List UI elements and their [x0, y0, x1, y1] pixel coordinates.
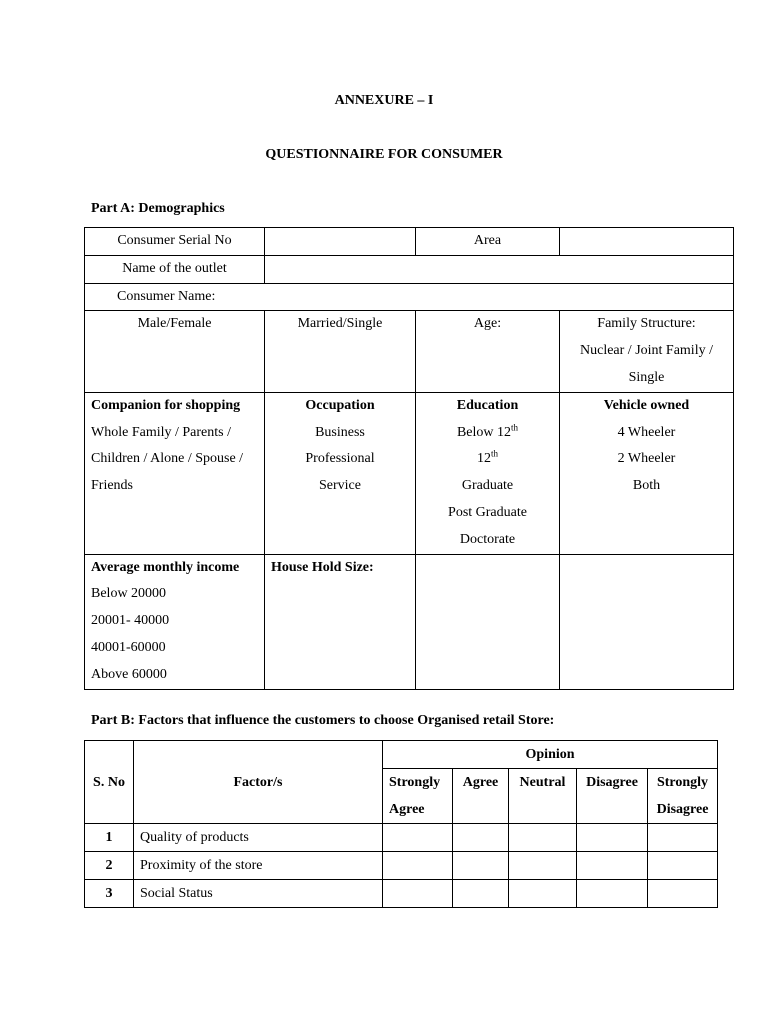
family-structure-line: Family Structure: — [597, 316, 696, 332]
demographics-table — [84, 227, 734, 690]
vehicle-option: 2 Wheeler — [617, 451, 676, 467]
opinion-disagree: Disagree — [577, 769, 648, 824]
serial-row — [85, 228, 734, 256]
row-sno: 2 — [85, 852, 134, 880]
rating-cell[interactable] — [577, 852, 648, 880]
rating-cell[interactable] — [648, 824, 718, 852]
opinion-header: Opinion — [383, 741, 718, 769]
education-option: Below 12th — [456, 421, 519, 440]
income-option: 40001-60000 — [91, 639, 166, 655]
rating-cell[interactable] — [577, 824, 648, 852]
area-label: Area — [416, 228, 560, 256]
factors-header-row — [85, 741, 718, 769]
occupation-option: Service — [319, 478, 361, 494]
outlet-value-field[interactable] — [265, 255, 734, 283]
rating-cell[interactable] — [383, 880, 453, 908]
marital-label: Married/Single — [297, 316, 383, 332]
table-row — [85, 824, 718, 852]
questionnaire-title: QUESTIONNAIRE FOR CONSUMER — [265, 147, 503, 162]
vehicle-option: 4 Wheeler — [617, 424, 676, 440]
empty-cell — [416, 554, 560, 689]
rating-cell[interactable] — [383, 824, 453, 852]
rating-cell[interactable] — [509, 880, 577, 908]
opinion-neutral: Neutral — [509, 769, 577, 824]
consumer-name-label: Consumer Name: — [117, 288, 216, 304]
companion-cell[interactable] — [85, 392, 265, 554]
outlet-label: Name of the outlet — [85, 255, 265, 283]
education-option: Doctorate — [459, 531, 516, 547]
consumer-name-row — [85, 283, 734, 311]
serial-value-field[interactable] — [265, 228, 416, 256]
companion-heading: Companion for shopping — [91, 397, 241, 413]
companion-option: Whole Family / Parents / — [91, 424, 231, 440]
companion-option: Friends — [91, 478, 133, 494]
education-option: Post Graduate — [448, 504, 527, 520]
rating-cell[interactable] — [453, 852, 509, 880]
education-option: 12th — [476, 448, 498, 467]
occupation-cell[interactable] — [265, 392, 416, 554]
table-row — [85, 880, 718, 908]
gender-cell[interactable] — [85, 311, 265, 392]
gender-label: Male/Female — [137, 316, 212, 332]
personal-row — [85, 311, 734, 392]
family-structure-line: Nuclear / Joint Family / — [580, 343, 713, 359]
row-factor: Proximity of the store — [134, 852, 383, 880]
household-size-label: House Hold Size: — [271, 559, 374, 575]
outlet-row — [85, 255, 734, 283]
serial-label: Consumer Serial No — [85, 228, 265, 256]
rating-cell[interactable] — [509, 852, 577, 880]
vehicle-cell[interactable] — [560, 392, 734, 554]
income-option: 20001- 40000 — [91, 613, 170, 629]
occupation-option: Business — [315, 424, 365, 440]
row-sno: 3 — [85, 880, 134, 908]
part-b-heading: Part B: Factors that influence the customers to choose Organised retail Store: — [91, 713, 555, 728]
opinion-agree: Agree — [453, 769, 509, 824]
vehicle-heading: Vehicle owned — [603, 397, 690, 413]
factors-table — [84, 740, 718, 908]
rating-cell[interactable] — [453, 824, 509, 852]
lifestyle-row — [85, 392, 734, 554]
income-option: Above 60000 — [91, 666, 167, 682]
rating-cell[interactable] — [383, 852, 453, 880]
row-sno: 1 — [85, 824, 134, 852]
vehicle-option: Both — [632, 478, 661, 494]
marital-cell[interactable] — [265, 311, 416, 392]
household-size-cell[interactable] — [265, 554, 416, 689]
age-cell[interactable] — [416, 311, 560, 392]
income-row — [85, 554, 734, 689]
family-structure-line: Single — [628, 369, 665, 385]
empty-cell — [560, 554, 734, 689]
opinion-strongly-agree: Strongly Agree — [383, 769, 453, 824]
family-structure-cell[interactable] — [560, 311, 734, 392]
income-option: Below 20000 — [91, 586, 167, 602]
occupation-option: Professional — [305, 451, 375, 467]
rating-cell[interactable] — [509, 824, 577, 852]
factor-header: Factor/s — [134, 741, 383, 824]
companion-option: Children / Alone / Spouse / — [91, 451, 244, 467]
row-factor: Quality of products — [134, 824, 383, 852]
table-row — [85, 852, 718, 880]
rating-cell[interactable] — [453, 880, 509, 908]
education-cell[interactable] — [416, 392, 560, 554]
area-value-field[interactable] — [560, 228, 734, 256]
row-factor: Social Status — [134, 880, 383, 908]
education-heading: Education — [456, 397, 519, 413]
opinion-strongly-disagree: Strongly Disagree — [648, 769, 718, 824]
rating-cell[interactable] — [648, 880, 718, 908]
income-heading: Average monthly income — [91, 559, 240, 575]
annexure-title: ANNEXURE – I — [334, 93, 434, 108]
income-cell[interactable] — [85, 554, 265, 689]
rating-cell[interactable] — [577, 880, 648, 908]
age-label: Age: — [473, 316, 502, 332]
part-a-heading: Part A: Demographics — [91, 201, 225, 216]
rating-cell[interactable] — [648, 852, 718, 880]
sno-header: S. No — [85, 741, 134, 824]
education-option: Graduate — [461, 478, 514, 494]
occupation-heading: Occupation — [305, 397, 375, 413]
consumer-name-field[interactable] — [85, 283, 734, 311]
